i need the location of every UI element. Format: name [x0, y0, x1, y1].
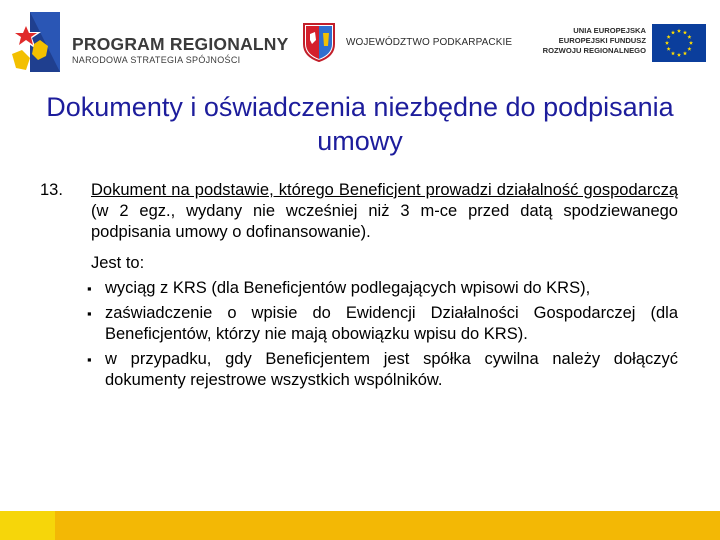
list-item [87, 303, 678, 345]
eu-logo-line1: UNIA EUROPEJSKA [573, 26, 646, 35]
bullet-icon: ▪ [87, 352, 92, 367]
footer-bar-right [55, 511, 720, 540]
list-item [87, 349, 678, 391]
bullet-text: w przypadku, gdy Beneficjentem jest spółka cywilna należy dołączyć dokumenty rejestrowe wszystkich wspólników. [105, 350, 678, 389]
slide-title: Dokumenty i oświadczenia niezbędne do podpisania umowy [46, 92, 674, 156]
list-item [87, 278, 678, 299]
item-bullets [87, 278, 678, 395]
wojewodztwo-logo [302, 22, 522, 62]
eu-logo-line3: ROZWOJU REGIONALNEGO [542, 46, 646, 55]
program-regionalny-logo [8, 8, 298, 80]
program-logo-subtitle: NARODOWA STRATEGIA SPÓJNOŚCI [72, 55, 241, 65]
item-number: 13. [40, 181, 63, 199]
item-description [91, 180, 678, 243]
bullet-text: wyciąg z KRS (dla Beneficjentów podlegających wpisowi do KRS), [105, 279, 591, 297]
program-logo-title: PROGRAM REGIONALNY [72, 34, 289, 54]
bullet-icon: ▪ [87, 306, 92, 321]
program-regionalny-emblem-icon [8, 10, 64, 76]
coat-of-arms-icon [302, 22, 336, 62]
item-document-name: Dokument na podstawie, którego Beneficjent prowadzi działalność gospodarczą [91, 181, 678, 199]
eu-logo-line2: EUROPEJSKI FUNDUSZ [558, 36, 646, 45]
bullet-text: zaświadczenie o wpisie do Ewidencji Działalności Gospodarczej (dla Beneficjentów, którzy nie mają obowiązku wpisu do KRS). [105, 304, 678, 343]
item-intro: Jest to: [91, 254, 145, 272]
bullet-icon: ▪ [87, 281, 92, 296]
eu-logo-text [540, 26, 646, 56]
item-document-details: (w 2 egz., wydany nie wcześniej niż 3 m-ce przed datą spodziewanego podpisania umowy o dofinansowanie). [91, 202, 678, 241]
footer-bar-left [0, 511, 55, 540]
eu-logo [540, 24, 708, 64]
wojewodztwo-name: WOJEWÓDZTWO PODKARPACKIE [346, 37, 513, 48]
eu-flag-icon [652, 24, 706, 62]
